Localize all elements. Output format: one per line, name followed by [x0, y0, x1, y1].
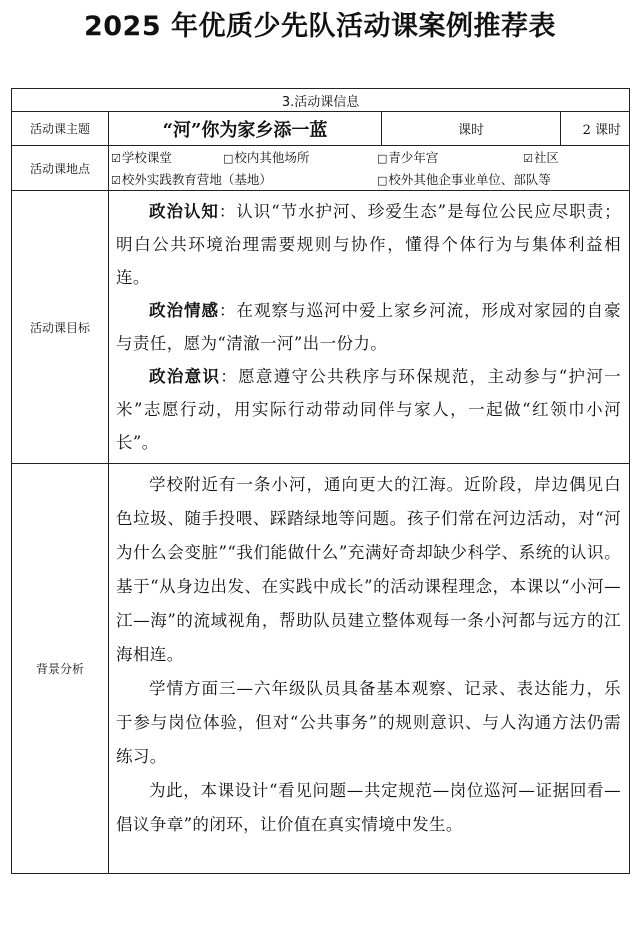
checkbox-empty-icon[interactable]: □: [377, 174, 388, 187]
goal-separator: ：: [218, 202, 237, 221]
goal-text: 认识“节水护河、珍爱生态”是每位公民应尽职责；明白公共环境治理需要规则与协作，懂得个体行为与集体利益相连。: [116, 202, 622, 287]
background-paragraph: 为此，本课设计“看见问题—共定规范—岗位巡河—证据回看—倡议争章”的闭环，让价值在真实情境中发生。: [116, 781, 622, 834]
background-content: [109, 464, 630, 874]
option-label: 校外实践教育营地（基地）: [121, 172, 272, 187]
goal-separator: ：: [220, 367, 239, 386]
location-option-classroom[interactable]: [111, 148, 223, 166]
topic-value: “河”你为家乡添一蓝: [109, 112, 382, 146]
period-label: 课时: [382, 112, 561, 146]
option-label: 校外其他企事业单位、部队等: [388, 172, 551, 187]
period-value: 2 课时: [561, 112, 630, 146]
checkbox-checked-icon[interactable]: ☑: [523, 152, 533, 165]
background-label: 背景分析: [12, 464, 109, 874]
background-paragraph: 学校附近有一条小河，通向更大的江海。近阶段，岸边偶见白色垃圾、随手投喂、踩踏绿地等问题。孩子们常在河边活动，对“河为什么会变脏”“我们能做什么”充满好奇却缺少科学、系统的认识。基于“从身边出发、在实践中成长”的活动课程理念，本课以“小河—江—海”的流域视角，帮助队员建立整体观每一条小河都与远方的江海相连。: [116, 475, 622, 664]
goal-text: 在观察与巡河中爱上家乡河流，形成对家园的自豪与责任，愿为“清澈一河”出一份力。: [116, 301, 622, 353]
goal-item: [116, 195, 621, 294]
goals-label: 活动课目标: [12, 191, 109, 464]
goal-item: [116, 360, 621, 459]
option-label: 学校课堂: [121, 150, 172, 165]
activity-info-table: [11, 88, 630, 874]
goal-heading: 政治认知: [149, 202, 219, 221]
goal-separator: ：: [219, 301, 237, 320]
goal-text: 愿意遵守公共秩序与环保规范，主动参与“护河一米”志愿行动，用实际行动带动同伴与家人，一起做“红领巾小河长”。: [116, 367, 622, 452]
location-label: 活动课地点: [12, 146, 109, 191]
location-option-other-campus[interactable]: [223, 148, 377, 166]
background-paragraph: 学情方面三—六年级队员具备基本观察、记录、表达能力，乐于参与岗位体验，但对“公共事务”的规则意识、与人沟通方法仍需练习。: [116, 679, 622, 766]
location-option-community[interactable]: [523, 148, 629, 166]
checkbox-empty-icon[interactable]: □: [223, 152, 234, 165]
goal-heading: 政治意识: [149, 367, 221, 386]
location-option-practice-base[interactable]: [111, 170, 377, 188]
checkbox-checked-icon[interactable]: ☑: [111, 174, 121, 187]
location-option-youth-palace[interactable]: [377, 148, 523, 166]
option-label: 社区: [533, 150, 559, 165]
document-title: 2025 年优质少先队活动课案例推荐表: [83, 11, 557, 42]
goal-heading: 政治情感: [149, 301, 220, 320]
topic-label: 活动课主题: [12, 112, 109, 146]
option-label: 校内其他场所: [234, 150, 310, 165]
location-options: [109, 146, 630, 191]
goal-item: [116, 294, 621, 360]
option-label: 青少年宫: [388, 150, 439, 165]
location-option-other-units[interactable]: [377, 170, 629, 188]
checkbox-checked-icon[interactable]: ☑: [111, 152, 121, 165]
goals-content: [109, 191, 630, 464]
section-heading: 3.活动课信息: [12, 89, 630, 112]
checkbox-empty-icon[interactable]: □: [377, 152, 388, 165]
